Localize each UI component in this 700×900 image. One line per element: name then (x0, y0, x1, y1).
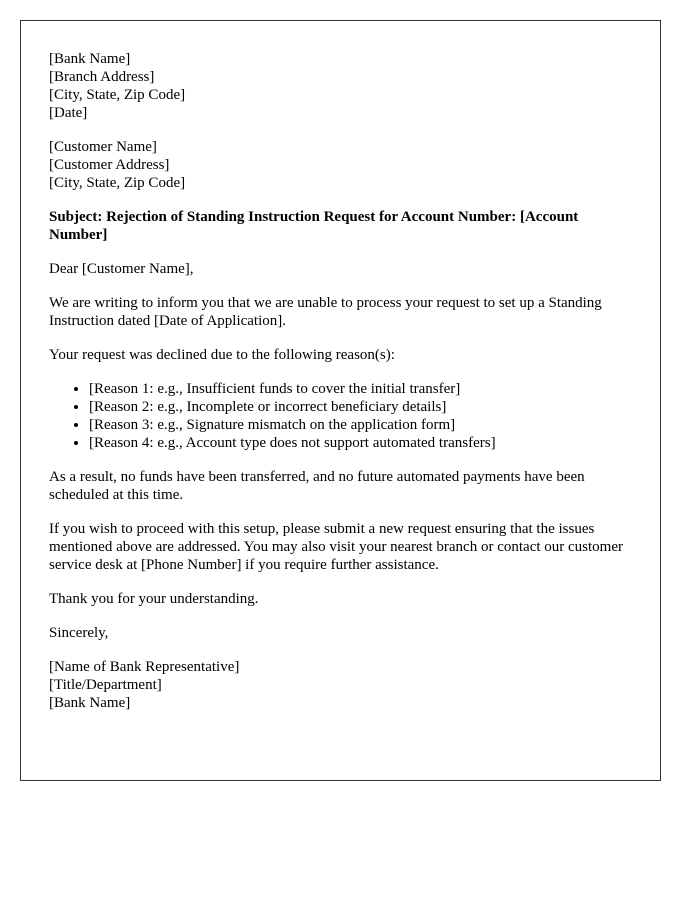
representative-name: [Name of Bank Representative] (49, 659, 240, 675)
salutation: Dear [Customer Name], (49, 261, 194, 277)
recipient-name: [Customer Name] (49, 139, 157, 155)
closing: Sincerely, (49, 625, 109, 641)
reasons-list (49, 380, 632, 452)
sender-city-state-zip: [City, State, Zip Code] (49, 87, 186, 103)
reason-item: • [Reason 3: e.g., Signature mismatch on the application form] (89, 416, 632, 434)
letter-date: [Date] (49, 105, 88, 121)
recipient-block (49, 138, 632, 192)
next-steps-paragraph: If you wish to proceed with this setup, please submit a new request ensuring that the issues mentioned above are addressed. You may also visit your nearest branch or contact our customer service desk at [Phone Number] if you require further assistance. (49, 521, 623, 573)
recipient-city-state-zip: [City, State, Zip Code] (49, 175, 186, 191)
sender-branch-address: [Branch Address] (49, 69, 155, 85)
reason-item: • [Reason 1: e.g., Insufficient funds to cover the initial transfer] (89, 380, 632, 398)
intro-paragraph: We are writing to inform you that we are unable to process your request to set up a Standing Instruction dated [Date of Application]. (49, 295, 602, 329)
reason-item: • [Reason 2: e.g., Incomplete or incorrect beneficiary details] (89, 398, 632, 416)
thanks-paragraph: Thank you for your understanding. (49, 591, 259, 607)
subject-line: Subject: Rejection of Standing Instruction Request for Account Number: [Account Number] (49, 209, 579, 243)
signature-bank-name: [Bank Name] (49, 695, 131, 711)
sender-block (49, 50, 632, 122)
sender-bank-name: [Bank Name] (49, 51, 131, 67)
signature-block (49, 658, 632, 712)
reason-item: • [Reason 4: e.g., Account type does not support automated transfers] (89, 434, 632, 452)
recipient-address: [Customer Address] (49, 157, 170, 173)
representative-title: [Title/Department] (49, 677, 162, 693)
reasons-intro: Your request was declined due to the following reason(s): (49, 347, 395, 363)
letter (20, 20, 661, 781)
result-paragraph: As a result, no funds have been transferred, and no future automated payments have been scheduled at this time. (49, 469, 585, 503)
